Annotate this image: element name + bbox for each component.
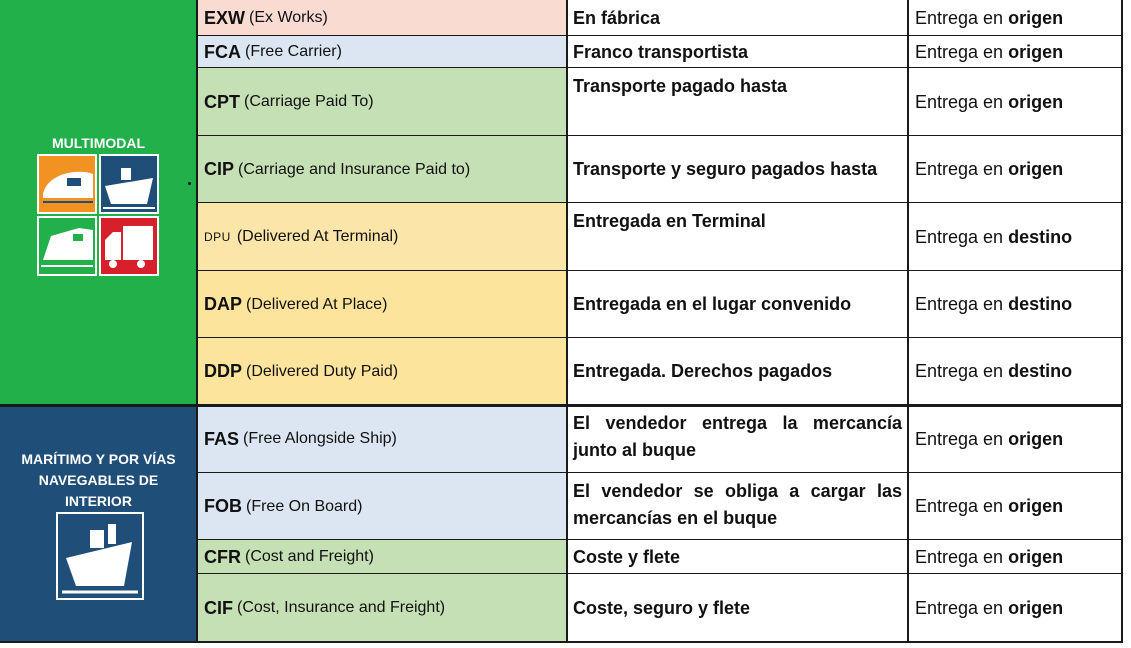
ship-icon bbox=[56, 512, 144, 600]
incoterm-english-name: (Ex Works) bbox=[249, 9, 328, 26]
spanish-meaning-cell bbox=[567, 203, 908, 271]
delivery-label: Entrega en bbox=[915, 159, 1004, 179]
table-row bbox=[197, 574, 1123, 642]
grid-hline bbox=[197, 539, 1123, 540]
category-maritime-title-line-2: NAVEGABLES DE bbox=[38, 472, 159, 488]
delivery-label: Entrega en bbox=[915, 91, 1004, 112]
incoterm-english-name: (Cost, Insurance and Freight) bbox=[237, 599, 446, 616]
incoterm-code: CIP bbox=[204, 159, 235, 179]
spanish-meaning: Entregada en el lugar convenido bbox=[573, 294, 852, 314]
incoterm-english-name: (Delivered Duty Paid) bbox=[246, 362, 399, 380]
incoterm-code: CFR bbox=[204, 546, 241, 567]
incoterm-cell bbox=[197, 338, 567, 405]
table-row bbox=[197, 203, 1123, 271]
category-maritime-title-line-3: INTERIOR bbox=[65, 493, 132, 509]
delivery-cell bbox=[908, 0, 1123, 36]
table-row bbox=[197, 338, 1123, 405]
grid-hline bbox=[197, 202, 1123, 203]
highspeed-train-icon bbox=[38, 217, 96, 275]
grid-hline bbox=[197, 573, 1123, 574]
spanish-meaning: Entregada en Terminal bbox=[573, 211, 766, 231]
spanish-meaning: Transporte pagado hasta bbox=[573, 76, 788, 96]
delivery-cell bbox=[908, 203, 1123, 271]
delivery-place: destino bbox=[1008, 226, 1073, 247]
delivery-cell bbox=[908, 338, 1123, 405]
spanish-meaning: Transporte y seguro pagados hasta bbox=[573, 159, 878, 179]
spanish-meaning-cell bbox=[567, 0, 908, 36]
grid-hline-section bbox=[0, 404, 1123, 407]
delivery-cell bbox=[908, 405, 1123, 473]
decorative-dot bbox=[188, 182, 191, 185]
grid-vline bbox=[1121, 0, 1123, 642]
table-row bbox=[197, 136, 1123, 203]
incoterm-cell bbox=[197, 136, 567, 203]
truck-icon bbox=[100, 217, 158, 275]
grid-hline bbox=[197, 135, 1123, 136]
category-multimodal bbox=[0, 0, 197, 405]
multimodal-icon-grid bbox=[37, 154, 161, 278]
grid-vline bbox=[196, 0, 198, 642]
incoterm-code: CPT bbox=[204, 91, 240, 112]
table-row bbox=[197, 405, 1123, 473]
train-icon bbox=[38, 155, 96, 213]
delivery-label: Entrega en bbox=[915, 361, 1004, 381]
incoterm-english-name: (Delivered At Terminal) bbox=[236, 228, 399, 245]
delivery-cell bbox=[908, 36, 1123, 68]
delivery-place: origen bbox=[1008, 597, 1064, 618]
delivery-place: origen bbox=[1008, 7, 1064, 28]
delivery-place: destino bbox=[1008, 294, 1073, 314]
incoterm-cell bbox=[197, 0, 567, 36]
incoterm-code: DDP bbox=[204, 361, 243, 381]
incoterm-code: EXW bbox=[204, 7, 246, 28]
grid-hline bbox=[197, 337, 1123, 338]
table-row bbox=[197, 540, 1123, 574]
incoterm-cell bbox=[197, 574, 567, 642]
grid-vline bbox=[907, 0, 909, 642]
table-row bbox=[197, 473, 1123, 540]
maritime-icons bbox=[56, 512, 144, 605]
table-row bbox=[197, 68, 1123, 136]
incoterm-cell bbox=[197, 203, 567, 271]
spanish-meaning-cell bbox=[567, 36, 908, 68]
delivery-place: origen bbox=[1008, 159, 1064, 179]
spanish-meaning-cell bbox=[567, 574, 908, 642]
delivery-place: origen bbox=[1008, 546, 1064, 567]
spanish-meaning-cell bbox=[567, 68, 908, 136]
spanish-meaning: Entregada. Derechos pagados bbox=[573, 361, 833, 381]
category-multimodal-title: MULTIMODAL bbox=[51, 135, 146, 151]
table-row bbox=[197, 271, 1123, 338]
incoterm-code: FCA bbox=[204, 41, 241, 62]
incoterm-english-name: (Free Carrier) bbox=[245, 43, 342, 60]
spanish-meaning: El vendedor entrega la mercancía junto al buque bbox=[573, 413, 902, 460]
delivery-label: Entrega en bbox=[915, 294, 1004, 314]
delivery-label: Entrega en bbox=[915, 41, 1004, 62]
table-row bbox=[197, 36, 1123, 68]
spanish-meaning-cell bbox=[567, 405, 908, 473]
incoterm-cell bbox=[197, 473, 567, 540]
grid-hline-bottom bbox=[0, 641, 1123, 643]
category-maritime-title-line-1: MARÍTIMO Y POR VÍAS bbox=[21, 451, 176, 467]
spanish-meaning: Franco transportista bbox=[573, 41, 749, 62]
grid-vline bbox=[566, 0, 568, 642]
ship-icon bbox=[100, 155, 158, 213]
delivery-place: origen bbox=[1008, 496, 1064, 516]
delivery-label: Entrega en bbox=[915, 546, 1004, 567]
spanish-meaning-cell bbox=[567, 136, 908, 203]
incoterm-cell bbox=[197, 36, 567, 68]
incoterm-english-name: (Free On Board) bbox=[246, 497, 363, 515]
multimodal-icons bbox=[37, 154, 161, 283]
incoterm-english-name: (Delivered At Place) bbox=[246, 295, 388, 313]
incoterm-cell bbox=[197, 271, 567, 338]
delivery-place: origen bbox=[1008, 41, 1064, 62]
incoterm-cell bbox=[197, 68, 567, 136]
incoterm-english-name: (Carriage Paid To) bbox=[244, 93, 374, 110]
spanish-meaning-cell bbox=[567, 271, 908, 338]
incoterm-code: FAS bbox=[204, 428, 240, 449]
delivery-label: Entrega en bbox=[915, 597, 1004, 618]
category-maritime bbox=[0, 405, 197, 642]
grid-hline bbox=[197, 67, 1123, 68]
grid-hline bbox=[197, 270, 1123, 271]
spanish-meaning-cell bbox=[567, 540, 908, 574]
delivery-place: destino bbox=[1008, 361, 1073, 381]
incoterm-english-name: (Free Alongside Ship) bbox=[243, 430, 397, 447]
delivery-cell bbox=[908, 68, 1123, 136]
grid-hline bbox=[197, 35, 1123, 36]
delivery-place: origen bbox=[1008, 91, 1064, 112]
delivery-cell bbox=[908, 271, 1123, 338]
delivery-label: Entrega en bbox=[915, 226, 1004, 247]
incoterm-code: CIF bbox=[204, 597, 233, 618]
delivery-cell bbox=[908, 574, 1123, 642]
incoterm-english-name: (Carriage and Insurance Paid to) bbox=[238, 160, 471, 178]
spanish-meaning: Coste y flete bbox=[573, 546, 681, 567]
grid-hline bbox=[197, 472, 1123, 473]
delivery-label: Entrega en bbox=[915, 496, 1004, 516]
spanish-meaning-cell bbox=[567, 473, 908, 540]
incoterm-english-name: (Cost and Freight) bbox=[245, 548, 374, 565]
spanish-meaning: En fábrica bbox=[573, 7, 661, 28]
incoterm-code: DAP bbox=[204, 294, 243, 314]
incoterm-code: DPU bbox=[204, 230, 231, 244]
incoterm-code: FOB bbox=[204, 496, 242, 516]
spanish-meaning: Coste, seguro y flete bbox=[573, 597, 751, 618]
spanish-meaning: El vendedor se obliga a cargar las mercancías en el buque bbox=[573, 481, 902, 528]
spanish-meaning-cell bbox=[567, 338, 908, 405]
delivery-place: origen bbox=[1008, 428, 1064, 449]
delivery-cell bbox=[908, 473, 1123, 540]
delivery-cell bbox=[908, 136, 1123, 203]
incoterm-cell bbox=[197, 540, 567, 574]
incoterm-cell bbox=[197, 405, 567, 473]
delivery-label: Entrega en bbox=[915, 428, 1004, 449]
table-row bbox=[197, 0, 1123, 36]
delivery-label: Entrega en bbox=[915, 7, 1004, 28]
delivery-cell bbox=[908, 540, 1123, 574]
